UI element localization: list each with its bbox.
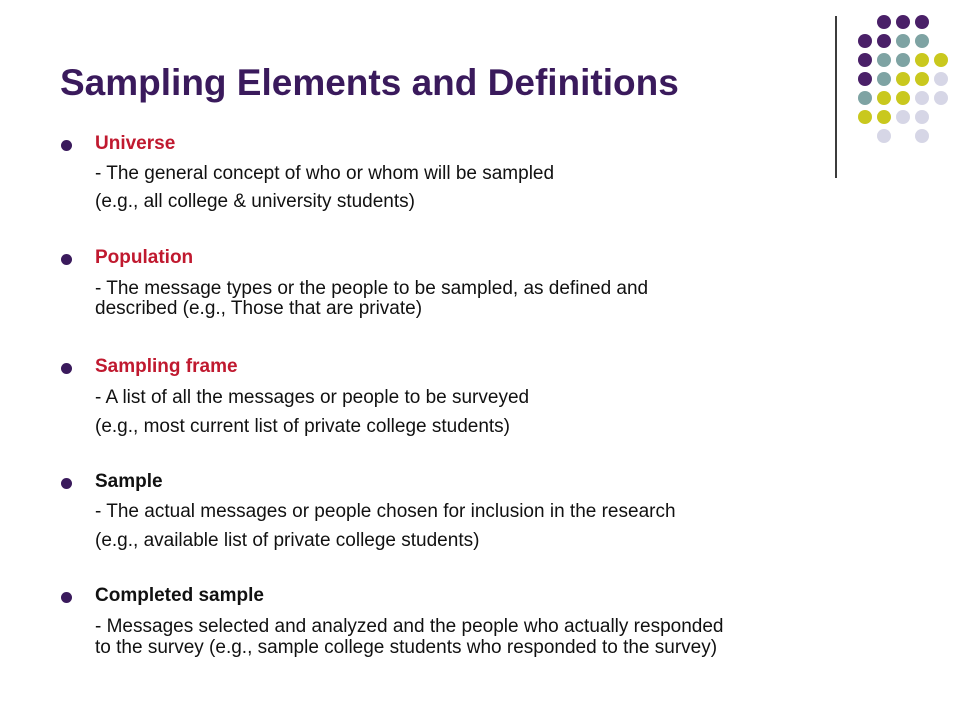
slide-title: Sampling Elements and Definitions	[60, 62, 679, 103]
decorative-dot	[877, 129, 891, 143]
decorative-dot	[877, 72, 891, 86]
decorative-dot	[934, 53, 948, 67]
decorative-dot	[896, 91, 910, 105]
decorative-dot	[915, 53, 929, 67]
decorative-dot	[877, 15, 891, 29]
definition-sampling-frame: - A list of all the messages or people to be surveyed	[95, 387, 530, 408]
decorative-dot	[858, 91, 872, 105]
decorative-dot	[858, 110, 872, 124]
decorative-dot	[915, 129, 929, 143]
bullet-icon	[61, 363, 72, 374]
decorative-dot	[896, 72, 910, 86]
example-population: described (e.g., Those that are private)	[95, 298, 423, 319]
decorative-dot	[858, 34, 872, 48]
bullet-icon	[61, 140, 72, 151]
decorative-dot	[915, 91, 929, 105]
definition-universe: - The general concept of who or whom will be sampled	[95, 163, 555, 184]
decorative-dot	[877, 110, 891, 124]
decorative-dot	[858, 72, 872, 86]
decorative-divider-line	[835, 16, 837, 178]
decorative-dot	[896, 53, 910, 67]
decorative-dot	[896, 15, 910, 29]
decorative-dot	[934, 72, 948, 86]
example-sampling-frame: (e.g., most current list of private college students)	[95, 416, 511, 437]
decorative-dot	[915, 15, 929, 29]
decorative-dot	[858, 53, 872, 67]
decorative-dot	[877, 34, 891, 48]
definition-sample: - The actual messages or people chosen for inclusion in the research	[95, 501, 676, 522]
example-completed-sample: to the survey (e.g., sample college students who responded to the survey)	[95, 637, 718, 658]
term-sampling-frame: Sampling frame	[95, 356, 238, 377]
bullet-icon	[61, 254, 72, 265]
term-universe: Universe	[95, 133, 176, 154]
term-population: Population	[95, 247, 194, 268]
decorative-dot	[877, 53, 891, 67]
decorative-dot	[915, 34, 929, 48]
term-sample: Sample	[95, 471, 163, 492]
term-completed-sample: Completed sample	[95, 585, 264, 606]
definition-population: - The message types or the people to be sampled, as defined and	[95, 278, 649, 299]
decorative-dot	[896, 110, 910, 124]
decorative-dot	[934, 91, 948, 105]
decorative-dot	[877, 91, 891, 105]
decorative-dot	[915, 110, 929, 124]
decorative-dot	[915, 72, 929, 86]
definition-completed-sample: - Messages selected and analyzed and the people who actually responded	[95, 616, 724, 637]
example-universe: (e.g., all college & university students)	[95, 191, 415, 212]
bullet-icon	[61, 478, 72, 489]
decorative-dot	[896, 34, 910, 48]
bullet-icon	[61, 592, 72, 603]
example-sample: (e.g., available list of private college students)	[95, 530, 480, 551]
